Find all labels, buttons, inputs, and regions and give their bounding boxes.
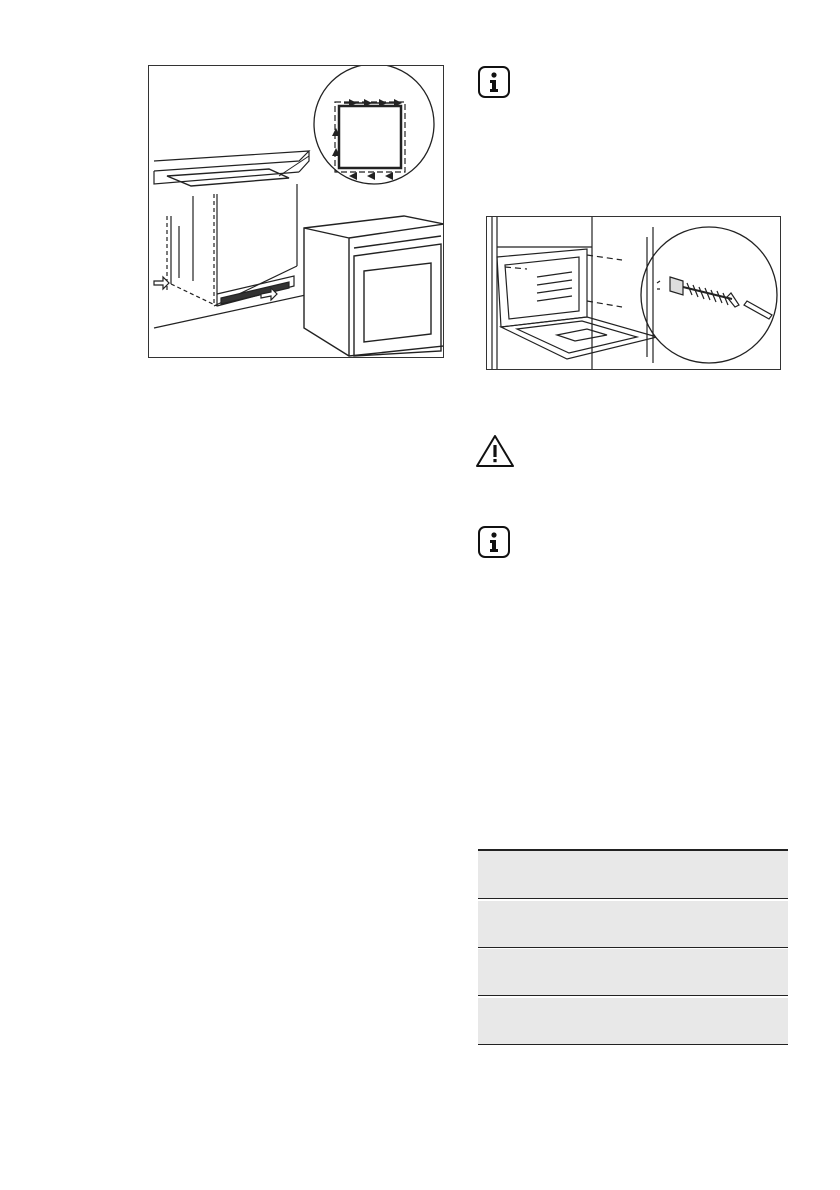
oven-screw-illustration (487, 217, 780, 369)
warning-triangle-icon (475, 434, 515, 468)
specification-table (478, 849, 788, 1045)
oven-screw-mount-diagram (486, 216, 781, 370)
table-header-row (478, 849, 788, 899)
oven-installation-diagram (148, 65, 444, 358)
oven-installation-illustration (149, 66, 443, 357)
table-row (478, 901, 788, 948)
info-icon (478, 526, 510, 558)
info-icon (478, 66, 510, 98)
table-row (478, 949, 788, 996)
table-row (478, 998, 788, 1045)
